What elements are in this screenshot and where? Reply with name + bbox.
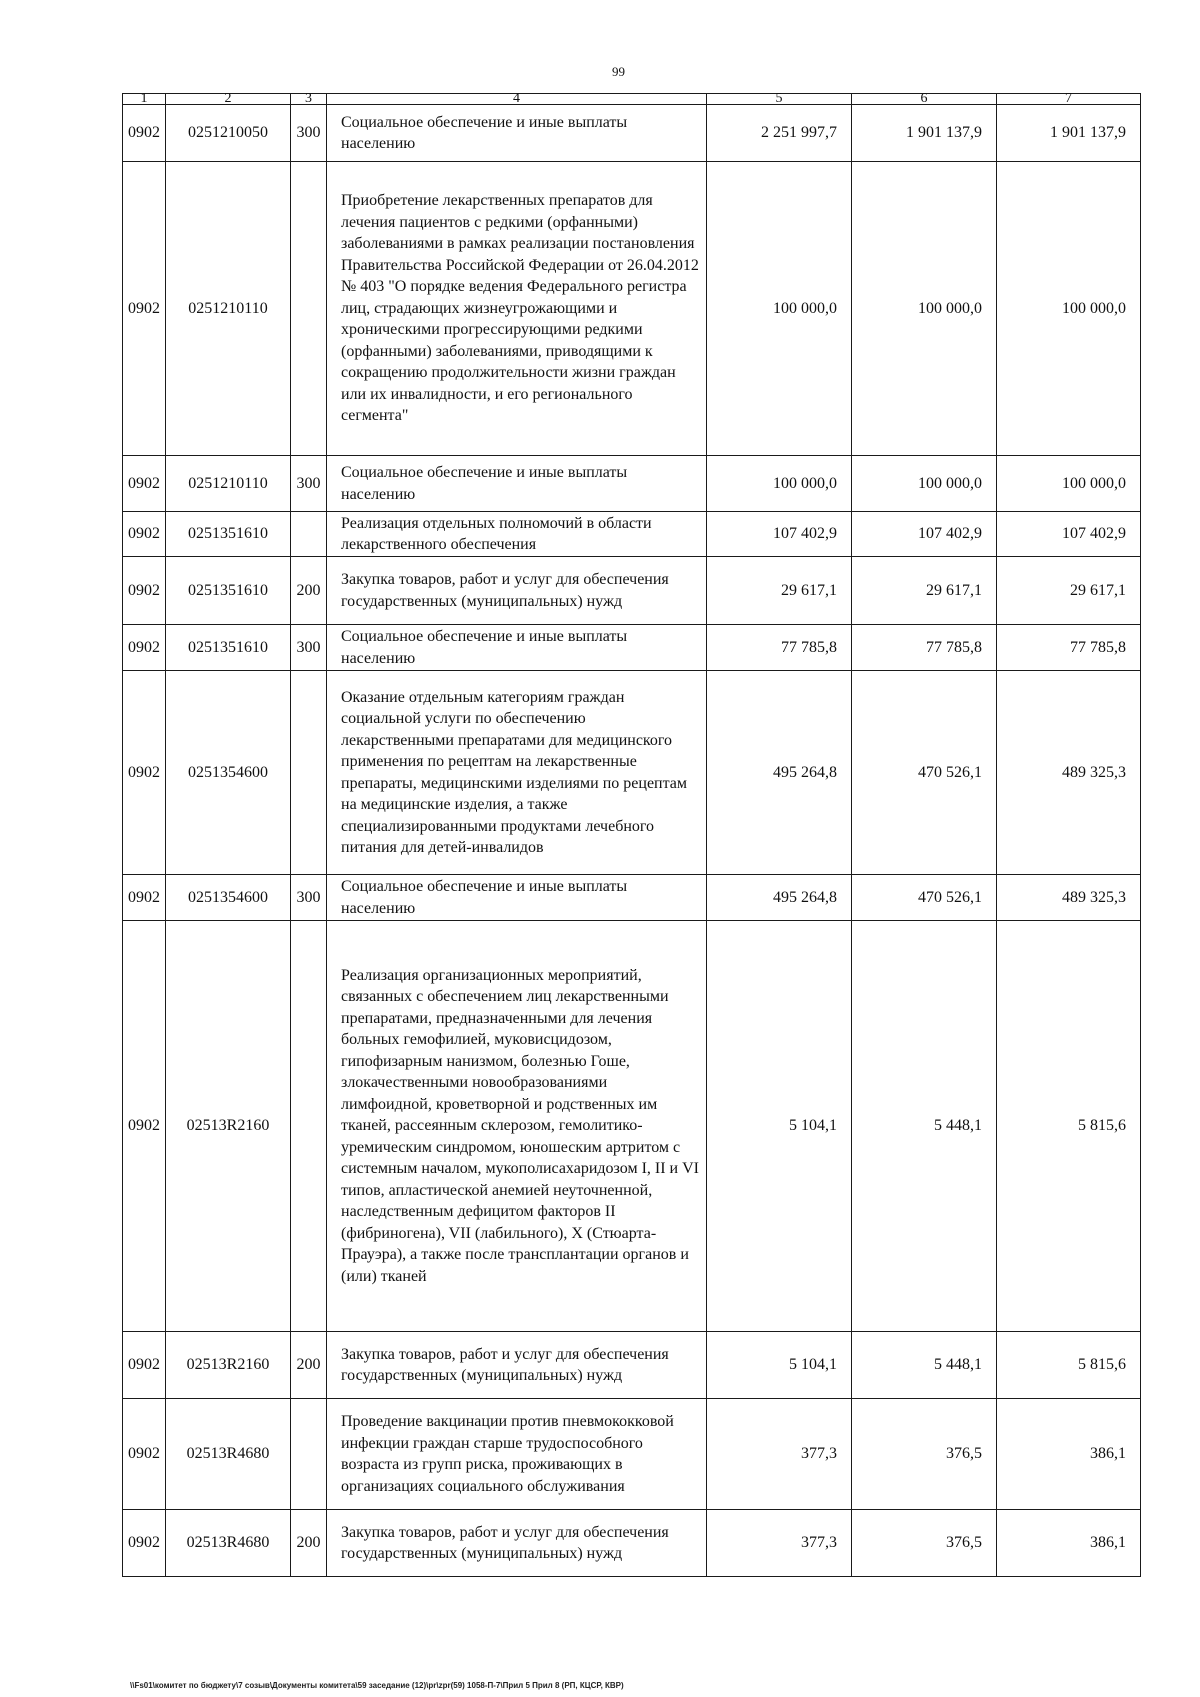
description-cell: Социальное обеспечение и иные выплаты населению <box>327 105 707 162</box>
table-row <box>123 162 1141 456</box>
section-code-cell: 0902 <box>123 105 166 162</box>
amount-year1-cell: 5 104,1 <box>707 1332 852 1399</box>
description-cell: Социальное обеспечение и иные выплаты населению <box>327 456 707 512</box>
header-cell: 4 <box>327 94 707 105</box>
table-row <box>123 1399 1141 1510</box>
target-article-cell: 0251351610 <box>166 557 291 625</box>
section-code-cell: 0902 <box>123 625 166 671</box>
amount-year2-cell: 100 000,0 <box>852 456 997 512</box>
section-code-cell: 0902 <box>123 162 166 456</box>
amount-year3-cell: 489 325,3 <box>997 875 1141 921</box>
budget-table <box>122 93 1141 1577</box>
section-code-cell: 0902 <box>123 1399 166 1510</box>
header-cell: 6 <box>852 94 997 105</box>
amount-year1-cell: 107 402,9 <box>707 512 852 557</box>
expense-type-cell: 200 <box>291 557 327 625</box>
amount-year3-cell: 100 000,0 <box>997 162 1141 456</box>
amount-year2-cell: 470 526,1 <box>852 671 997 875</box>
section-code-cell: 0902 <box>123 1510 166 1577</box>
header-cell: 7 <box>997 94 1141 105</box>
section-code-cell: 0902 <box>123 671 166 875</box>
amount-year2-cell: 29 617,1 <box>852 557 997 625</box>
description-cell: Закупка товаров, работ и услуг для обеспечения государственных (муниципальных) нужд <box>327 1332 707 1399</box>
section-code-cell: 0902 <box>123 456 166 512</box>
section-code-cell: 0902 <box>123 557 166 625</box>
amount-year2-cell: 77 785,8 <box>852 625 997 671</box>
table-row <box>123 512 1141 557</box>
amount-year1-cell: 100 000,0 <box>707 162 852 456</box>
target-article-cell: 0251351610 <box>166 512 291 557</box>
description-cell: Оказание отдельным категориям граждан социальной услуги по обеспечению лекарственными препаратами для медицинского применения по рецептам на лекарственные препараты, медицинскими изделиями по рецептам на медицинские изделия, а также специализированными продуктами лечебного питания для детей-инвалидов <box>327 671 707 875</box>
amount-year3-cell: 489 325,3 <box>997 671 1141 875</box>
header-cell: 2 <box>166 94 291 105</box>
table-row <box>123 625 1141 671</box>
amount-year2-cell: 5 448,1 <box>852 1332 997 1399</box>
table-row <box>123 456 1141 512</box>
amount-year2-cell: 376,5 <box>852 1510 997 1577</box>
header-cell: 1 <box>123 94 166 105</box>
description-cell: Проведение вакцинации против пневмококковой инфекции граждан старше трудоспособного возраста из групп риска, проживающих в организациях социального обслуживания <box>327 1399 707 1510</box>
expense-type-cell <box>291 162 327 456</box>
amount-year2-cell: 376,5 <box>852 1399 997 1510</box>
amount-year3-cell: 5 815,6 <box>997 921 1141 1332</box>
amount-year3-cell: 77 785,8 <box>997 625 1141 671</box>
description-cell: Приобретение лекарственных препаратов для лечения пациентов с редкими (орфанными) заболеваниями в рамках реализации постановления Правительства Российской Федерации от 26.04.2012 № 403 "О порядке ведения Федерального регистра лиц, страдающих жизнеугрожающими и хроническими прогрессирующими редкими (орфанными) заболеваниями, приводящими к сокращению продолжительности жизни граждан или их инвалидности, и его регионального сегмента" <box>327 162 707 456</box>
amount-year2-cell: 470 526,1 <box>852 875 997 921</box>
amount-year3-cell: 5 815,6 <box>997 1332 1141 1399</box>
amount-year3-cell: 1 901 137,9 <box>997 105 1141 162</box>
target-article-cell: 0251210110 <box>166 162 291 456</box>
expense-type-cell: 300 <box>291 875 327 921</box>
page-number: 99 <box>612 64 625 79</box>
target-article-cell: 02513R4680 <box>166 1399 291 1510</box>
amount-year1-cell: 377,3 <box>707 1510 852 1577</box>
amount-year3-cell: 107 402,9 <box>997 512 1141 557</box>
amount-year1-cell: 100 000,0 <box>707 456 852 512</box>
expense-type-cell: 300 <box>291 625 327 671</box>
table-header-row <box>123 94 1141 105</box>
amount-year2-cell: 100 000,0 <box>852 162 997 456</box>
description-cell: Закупка товаров, работ и услуг для обеспечения государственных (муниципальных) нужд <box>327 557 707 625</box>
amount-year2-cell: 1 901 137,9 <box>852 105 997 162</box>
target-article-cell: 0251210110 <box>166 456 291 512</box>
table-row <box>123 671 1141 875</box>
table-row <box>123 921 1141 1332</box>
target-article-cell: 02513R2160 <box>166 921 291 1332</box>
amount-year3-cell: 386,1 <box>997 1399 1141 1510</box>
table-row <box>123 1510 1141 1577</box>
section-code-cell: 0902 <box>123 921 166 1332</box>
expense-type-cell: 300 <box>291 456 327 512</box>
target-article-cell: 0251354600 <box>166 671 291 875</box>
target-article-cell: 02513R4680 <box>166 1510 291 1577</box>
expense-type-cell: 300 <box>291 105 327 162</box>
description-cell: Социальное обеспечение и иные выплаты населению <box>327 625 707 671</box>
amount-year1-cell: 2 251 997,7 <box>707 105 852 162</box>
expense-type-cell: 200 <box>291 1510 327 1577</box>
table-row <box>123 875 1141 921</box>
amount-year1-cell: 377,3 <box>707 1399 852 1510</box>
amount-year1-cell: 29 617,1 <box>707 557 852 625</box>
table-row <box>123 557 1141 625</box>
amount-year3-cell: 100 000,0 <box>997 456 1141 512</box>
target-article-cell: 0251210050 <box>166 105 291 162</box>
amount-year1-cell: 77 785,8 <box>707 625 852 671</box>
table-row <box>123 105 1141 162</box>
amount-year1-cell: 495 264,8 <box>707 875 852 921</box>
section-code-cell: 0902 <box>123 875 166 921</box>
amount-year3-cell: 29 617,1 <box>997 557 1141 625</box>
amount-year1-cell: 5 104,1 <box>707 921 852 1332</box>
amount-year1-cell: 495 264,8 <box>707 671 852 875</box>
description-cell: Реализация отдельных полномочий в области лекарственного обеспечения <box>327 512 707 557</box>
target-article-cell: 0251354600 <box>166 875 291 921</box>
description-cell: Социальное обеспечение и иные выплаты населению <box>327 875 707 921</box>
table-row <box>123 1332 1141 1399</box>
header-cell: 5 <box>707 94 852 105</box>
description-cell: Реализация организационных мероприятий, связанных с обеспечением лиц лекарственными препаратами, предназначенными для лечения больных гемофилией, муковисцидозом, гипофизарным нанизмом, болезнью Гоше, злокачественными новообразованиями лимфоидной, кроветворной и родственных им тканей, рассеянным склерозом, гемолитико-уремическим синдромом, юношеским артритом с системным началом, мукополисахаридозом I, II и VI типов, апластической анемией неуточненной, наследственным дефицитом факторов II (фибриногена), VII (лабильного), X (Стюарта-Прауэра), а также после трансплантации органов и (или) тканей <box>327 921 707 1332</box>
footer-file-path: \\Fs01\комитет по бюджету\7 созыв\Документы комитета\59 заседание (12)\pr\zpr(59) 1058-П-7\Прил 5 Прил 8 (РП, КЦСР, КВР) <box>130 1681 624 1690</box>
amount-year2-cell: 107 402,9 <box>852 512 997 557</box>
section-code-cell: 0902 <box>123 512 166 557</box>
expense-type-cell <box>291 671 327 875</box>
expense-type-cell <box>291 921 327 1332</box>
expense-type-cell <box>291 512 327 557</box>
target-article-cell: 02513R2160 <box>166 1332 291 1399</box>
section-code-cell: 0902 <box>123 1332 166 1399</box>
expense-type-cell: 200 <box>291 1332 327 1399</box>
expense-type-cell <box>291 1399 327 1510</box>
description-cell: Закупка товаров, работ и услуг для обеспечения государственных (муниципальных) нужд <box>327 1510 707 1577</box>
target-article-cell: 0251351610 <box>166 625 291 671</box>
amount-year2-cell: 5 448,1 <box>852 921 997 1332</box>
header-cell: 3 <box>291 94 327 105</box>
amount-year3-cell: 386,1 <box>997 1510 1141 1577</box>
